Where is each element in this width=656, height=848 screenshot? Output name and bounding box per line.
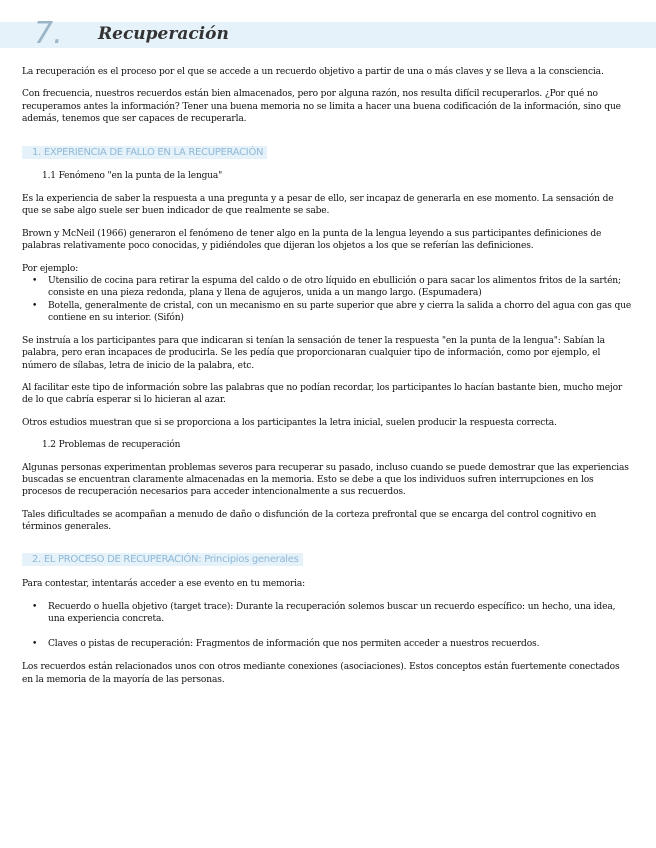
- s2-paragraph-2: Los recuerdos están relacionados unos con otros mediante conexiones (asociaciones). Estos conceptos están fuertemente conectados en la memoria de la mayoría de las personas.: [22, 662, 620, 685]
- examples-list: [22, 275, 632, 325]
- section-2-heading: 2. EL PROCESO DE RECUPERACIÓN: Principios generales: [22, 553, 303, 566]
- section-2-heading-wrap: [22, 547, 632, 566]
- list-item: [22, 275, 632, 300]
- list-item: [22, 601, 632, 626]
- document-body: [22, 66, 632, 686]
- subsection-1-1-heading: 1.1 Fenómeno "en la punta de la lengua": [42, 170, 223, 181]
- list-item: [22, 300, 632, 325]
- intro-paragraph-1: La recuperación es el proceso por el que se accede a un recuerdo objetivo a partir de una o más claves y se lleva a la consciencia.: [22, 67, 604, 77]
- bullet-icon: •: [32, 300, 38, 311]
- bullet-icon: •: [32, 601, 38, 612]
- s2-paragraph-1: Para contestar, intentarás acceder a ese evento en tu memoria:: [22, 578, 306, 589]
- section-1-heading: 1. EXPERIENCIA DE FALLO EN LA RECUPERACIÓN: [22, 146, 267, 159]
- subsection-1-2-heading: 1.2 Problemas de recuperación: [42, 440, 181, 451]
- bullet-text: Claves o pistas de recuperación: Fragmentos de información que nos permiten acceder a nuestros recuerdos.: [48, 638, 540, 649]
- example-text: Utensilio de cocina para retirar la espuma del caldo o de otro líquido en ebullición o para sacar los alimentos fritos de la sartén; consiste en una pieza redonda, plana y llena de agujeros, unida a un mango largo. (Espumadera): [48, 276, 621, 299]
- s1-1-paragraph-1: Es la experiencia de saber la respuesta a una pregunta y a pesar de ello, ser incapaz de generarla en ese momento. La sensación de que se sabe algo suele ser buen indicador de que realmente se sabe.: [22, 194, 614, 217]
- s1-2-paragraph-2: Tales dificultades se acompañan a menudo de daño o disfunción de la corteza prefrontal que se encarga del control cognitivo en términos generales.: [22, 509, 597, 533]
- example-label: Por ejemplo:: [22, 263, 79, 274]
- s1-1-paragraph-2: Brown y McNeil (1966) generaron el fenómeno de tener algo en la punta de la lengua leyendo a sus participantes definiciones de palabras relativamente poco conocidas, y pidiéndoles que dijeran los objetos a los que se referían las definiciones.: [22, 228, 602, 252]
- chapter-number: 7.: [34, 16, 63, 51]
- intro-paragraph-2: Con frecuencia, nuestros recuerdos están bien almacenados, pero por alguna razón, nos resulta difícil recuperarlos. ¿Por qué no recuperamos antes la información? Tener una buena memoria no se limita a hacer una buena codificación de la información, sino que además, tenemos que ser capaces de recuperarla.: [22, 89, 621, 125]
- chapter-title: Recuperación: [98, 24, 229, 44]
- s1-1-paragraph-4: Al facilitar este tipo de información sobre las palabras que no podían recordar, los participantes lo hacían bastante bien, mucho mejor de lo que cabría esperar si lo hicieran al azar.: [22, 382, 623, 406]
- s1-1-paragraph-3: Se instruía a los participantes para que indicaran si tenían la sensación de tener la respuesta "en la punta de la lengua": Sabían la palabra, pero eran incapaces de producirla. Se les pedía que proporcionaran cualquier tipo de información, como por ejemplo, el número de sílabas, letra de inicio de la palabra, etc.: [22, 335, 605, 371]
- bullet-text: Recuerdo o huella objetivo (target trace): Durante la recuperación solemos buscar un recuerdo específico: un hecho, una idea, una experiencia concreta.: [48, 601, 616, 625]
- section-1-heading-wrap: [22, 140, 632, 159]
- s1-2-paragraph-1: Algunas personas experimentan problemas severos para recuperar su pasado, incluso cuando se puede demostrar que las experiencias buscadas se encuentran claramente almacenadas en la memoria. Esto se debe a que los individuos sufren interrupciones en los procesos de recuperación necesarios para acceder intencionalmente a sus recuerdos.: [22, 462, 629, 498]
- example-text: Botella, generalmente de cristal, con un mecanismo en su parte superior que abre y cierra la salida a chorro del agua con gas que contiene en su interior. (Sifón): [48, 300, 632, 324]
- bullet-icon: •: [32, 638, 38, 649]
- s2-bullet-list: [22, 601, 632, 650]
- s1-1-paragraph-5: Otros estudios muestran que si se proporciona a los participantes la letra inicial, suelen producir la respuesta correcta.: [22, 417, 557, 428]
- list-item: [22, 638, 632, 650]
- bullet-icon: •: [32, 276, 38, 287]
